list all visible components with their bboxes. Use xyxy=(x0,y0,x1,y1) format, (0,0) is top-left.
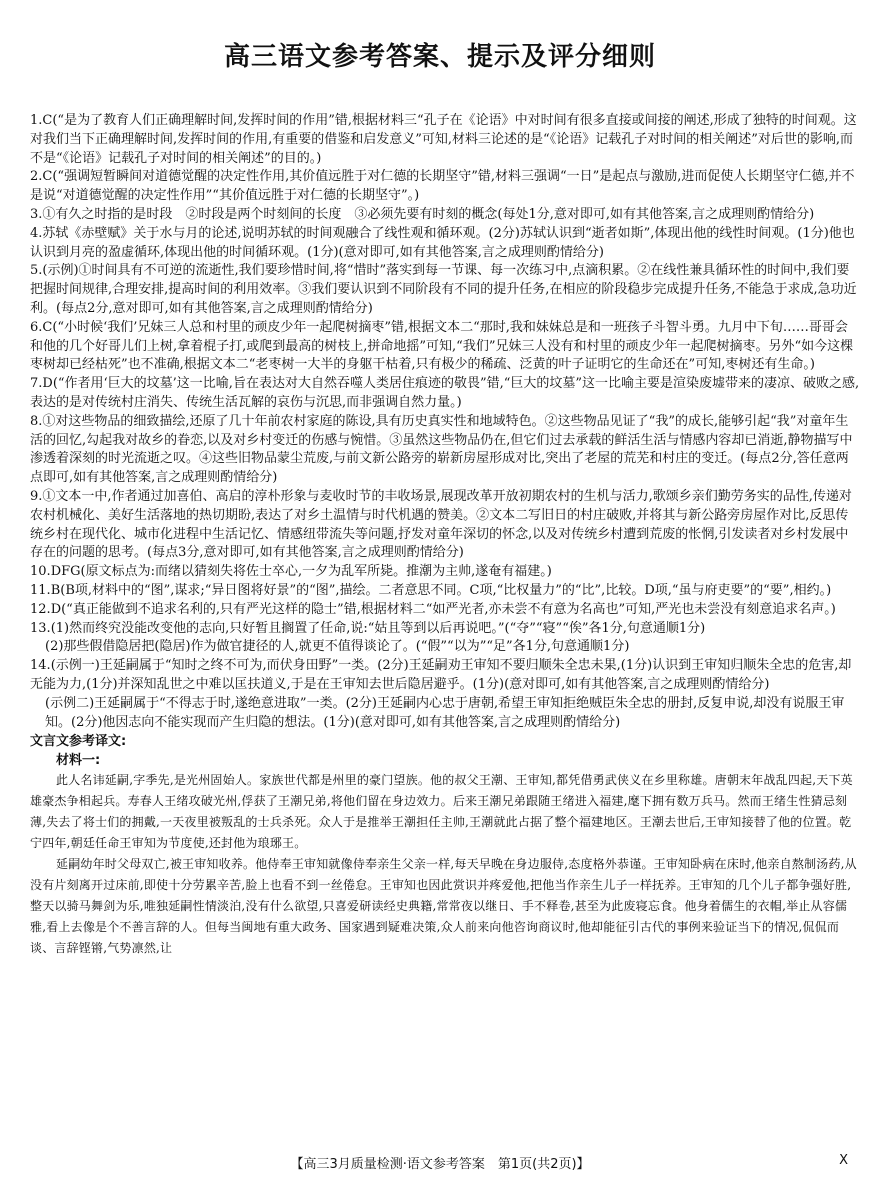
answer-item xyxy=(30,206,860,225)
page-title: 高三语文参考答案、提示及评分细则 xyxy=(223,42,656,72)
answer-text: ①有久之时指的是时段 ②时段是两个时刻间的长度 ③必须先要有时刻的概念(每处1分,意对即可,如有其他答案,言之成理则酌情给分) xyxy=(42,206,815,222)
answer-text: DFG(原文标点为:而绪以猜刻失将佐士卒心,一夕为乱军所毙。推潮为主帅,遂奄有福建。) xyxy=(50,564,552,580)
answer-item xyxy=(30,563,860,582)
answer-item xyxy=(30,262,860,318)
answer-text: ①对这些物品的细致描绘,还原了几十年前农村家庭的陈设,具有历史真实性和地域特色。②这些物品见证了“我”的成长,能够引起“我”对童年生活的回忆,勾起我对故乡的眷恋,以及对乡村变迁的伤感与惋惜。③虽然这些物品仍在,但它们过去承载的鲜活生活与情感内容却已消逝,静物描写中渗透着深刻的时光流逝之叹。④这些旧物品蒙尘荒废,与前文新公路旁的崭新房屋形成对比,突出了老屋的荒芜和村庄的变迁。(每点2分,答任意两点即可,如有其他答案,言之成理则酌情给分) xyxy=(30,413,853,486)
answer-text: B(B项,材料中的“图”,谋求;“异日图将好景”的“图”,描绘。二者意思不同。C项,“比权量力”的“比”,比较。D项,“虽与府吏要”的“要”,相约。) xyxy=(50,582,832,598)
answer-number: 6. xyxy=(30,319,43,335)
answer-item xyxy=(30,225,860,263)
answer-text: 苏轼《赤壁赋》关于水与月的论述,说明苏轼的时间观融合了线性观和循环观。(2分)苏轼认识到“逝者如斯”,体现出他的线性时间观。(1分)他也认识到月亮的盈虚循环,体现出他的时间循环观。(1分)(意对即可,如有其他答案,言之成理则酌情给分) xyxy=(30,225,855,260)
corner-mark: X xyxy=(839,1153,848,1168)
translation-paragraph: 延嗣幼年时父母双亡,被王审知收养。他侍奉王审知就像侍奉亲生父亲一样,每天早晚在身边服侍,态度格外恭谨。王审知卧病在床时,他亲自熬制汤药,从没有片刻离开过床前,即使十分劳累辛苦,脸上也看不到一丝倦怠。王审知也因此赏识并疼爱他,把他当作亲生儿子一样抚养。王审知的几个儿子都争强好胜,整天以骑马舞剑为乐,唯独延嗣性情淡泊,没有什么欲望,只喜爱研读经史典籍,常常夜以继日、手不释卷,甚至为此废寝忘食。他身着儒生的衣帽,举止从容儒雅,看上去像是个不善言辞的人。但每当闽地有重大政务、国家遇到疑难决策,众人前来向他咨询商议时,他却能征引古代的事例来验证当下的情况,侃侃而谈、言辞铿锵,气势凛然,让 xyxy=(30,857,857,956)
answer-number: 5. xyxy=(30,263,43,279)
answer-number: 13. xyxy=(30,620,51,636)
answer-number: 8. xyxy=(30,413,43,429)
answer-number: 4. xyxy=(30,225,43,241)
answer-number: 10. xyxy=(30,564,51,580)
answer-item xyxy=(30,319,860,375)
answer-text: (示例)①时间具有不可逆的流逝性,我们要珍惜时间,将“惜时”落实到每一节课、每一次练习中,点滴积累。②在线性兼具循环性的时间中,我们要把握时间规律,合理安排,提高时间的利用效率。③我们要认识到不同阶段有不同的提升任务,在相应的阶段稳步完成提升任务,不能急于求成,急功近利。(每点2分,意对即可,如有其他答案,言之成理则酌情给分) xyxy=(30,263,857,316)
answer-item xyxy=(30,413,860,488)
answer-number: 3. xyxy=(30,206,43,222)
answer-text: ①文本一中,作者通过加喜伯、高启的淳朴形象与麦收时节的丰收场景,展现改革开放初期农村的生机与活力,歌颂乡亲们勤劳务实的品性,传递对农村机械化、美好生活落地的热切期盼,表达了对乡土温情与时代机遇的赞美。②文本二写旧日的村庄破败,并将其与新公路旁房屋作对比,反思传统乡村在现代化、城市化进程中生活记忆、情感纽带流失等问题,抒发对童年深切的怀念,以及对传统乡村遭到荒废的怅惘,引发读者对乡村发展中存在的问题的思考。(每点3分,意对即可,如有其他答案,言之成理则酌情给分) xyxy=(30,488,852,561)
answer-text: D(“作者用‘巨大的坟墓’这一比喻,旨在表达对大自然吞噬人类居住痕迹的敬畏”错,“巨大的坟墓”这一比喻主要是渲染废墟带来的凄凉、破败之感,表达的是对传统村庄消失、传统生活瓦解的哀伤与沉思,而非强调自然力量。) xyxy=(30,376,860,410)
answer-text: C(“强调短暂瞬间对道德觉醒的决定性作用,其价值远胜于对仁德的长期坚守”错,材料三强调“一日”是起点与激励,进而促使人长期坚守仁德,并不是说“对道德觉醒的决定性作用”“其价值远胜于对仁德的长期坚守”。) xyxy=(30,169,855,204)
answer-14-example2: (示例二)王延嗣属于“不得志于时,遂绝意进取”一类。(2分)王延嗣内心忠于唐朝,希望王审知拒绝贼臣朱全忠的册封,反复申说,却没有说服王审知。(2分)他因志向不能实现而产生归隐的想法。(1分)(意对即可,如有其他答案,言之成理则酌情给分) xyxy=(45,695,845,730)
answer-item xyxy=(30,112,860,168)
answer-list xyxy=(30,112,860,732)
answer-item xyxy=(30,375,860,413)
answer-text: C(“小时候‘我们’兄妹三人总和村里的顽皮少年一起爬树摘枣”错,根据文本二“那时,我和妹妹总是和一班孩子斗智斗勇。九月中下旬……哥哥会和他的几个好哥儿们上树,拿着棍子打,或爬到最高的树枝上,拼命地摇”可知,“我们”兄妹三人没有和村里的顽皮少年一起爬树摘枣。另外“如今这棵枣树却已经枯死”也不准确,根据文本二“老枣树一大半的身躯干枯着,只有极少的稀疏、泛黄的叶子证明它的生命还在”可知,枣树还有生命。) xyxy=(30,319,854,373)
answer-number: 2. xyxy=(30,169,43,185)
answer-text: (1)然而终究没能改变他的志向,只好暂且搁置了任命,说:“姑且等到以后再说吧。”(“夺”“寝”“俟”各1分,句意通顺1分) xyxy=(50,620,706,636)
answer-item xyxy=(30,168,860,206)
answer-number: 14. xyxy=(30,658,51,674)
translation-paragraph: 此人名讳延嗣,字季先,是光州固始人。家族世代都是州里的豪门望族。他的叔父王潮、王审知,都凭借勇武侠义在乡里称雄。唐朝末年战乱四起,天下英雄豪杰争相起兵。寿春人王绪攻破光州,俘获了王潮兄弟,将他们留在身边效力。后来王潮兄弟跟随王绪进入福建,麾下拥有数万兵马。然而王绪生性猜忌刻薄,失去了将士们的拥戴,一天夜里被叛乱的士兵杀死。众人于是推举王潮担任主帅,王潮就此占据了整个福建地区。王潮去世后,王审知接替了他的位置。乾宁四年,朝廷任命王审知为节度使,还封他为琅琊王。 xyxy=(30,773,853,851)
answer-item xyxy=(30,582,860,601)
material1-title: 材料一: xyxy=(56,753,101,769)
page-footer: 【高三3月质量检测·语文参考答案 第1页(共2页)】 xyxy=(290,1157,590,1172)
answer-text: C(“是为了教育人们正确理解时间,发挥时间的作用”错,根据材料三“孔子在《论语》中对时间有很多直接或间接的阐述,形成了独特的时间观。这对我们当下正确理解时间,发挥时间的作用,有重要的借鉴和启发意义”可知,材料三论述的是“《论语》记载孔子对时间的相关阐述”对后世的影响,而不是“《论语》记载孔子对时间的相关阐述”的目的。) xyxy=(30,113,857,166)
answer-item xyxy=(30,488,860,563)
answer-item xyxy=(30,601,860,620)
translation-text xyxy=(30,770,860,959)
answer-item xyxy=(30,657,860,695)
answer-text: (示例一)王延嗣属于“知时之终不可为,而伏身田野”一类。(2分)王延嗣劝王审知不要归顺朱全忠未果,(1分)认识到王审知归顺朱全忠的危害,却无能为力,(1分)并深知乱世之中难以匡扶道义,于是在王审知去世后隐居避乎。(1分)(意对即可,如有其他答案,言之成理则酌情给分) xyxy=(30,658,852,692)
answer-number: 1. xyxy=(30,113,43,128)
answer-13-part2: (2)那些假借隐居把(隐居)作为做官捷径的人,就更不值得谈论了。(“假”“以为”“足”各1分,句意通顺1分) xyxy=(45,639,630,655)
answer-number: 11. xyxy=(30,582,51,598)
answer-number: 9. xyxy=(30,488,43,504)
answer-text: D(“真正能做到不追求名利的,只有严光这样的隐士”错,根据材料二“如严光者,亦未尝不有意为名高也”可知,严光也未尝没有刻意追求名声。) xyxy=(50,601,836,617)
answer-number: 12. xyxy=(30,601,51,617)
translation-title: 文言文参考译文: xyxy=(30,734,127,750)
answers-body xyxy=(30,112,860,959)
answer-item xyxy=(30,620,860,639)
answer-number: 7. xyxy=(30,376,43,392)
